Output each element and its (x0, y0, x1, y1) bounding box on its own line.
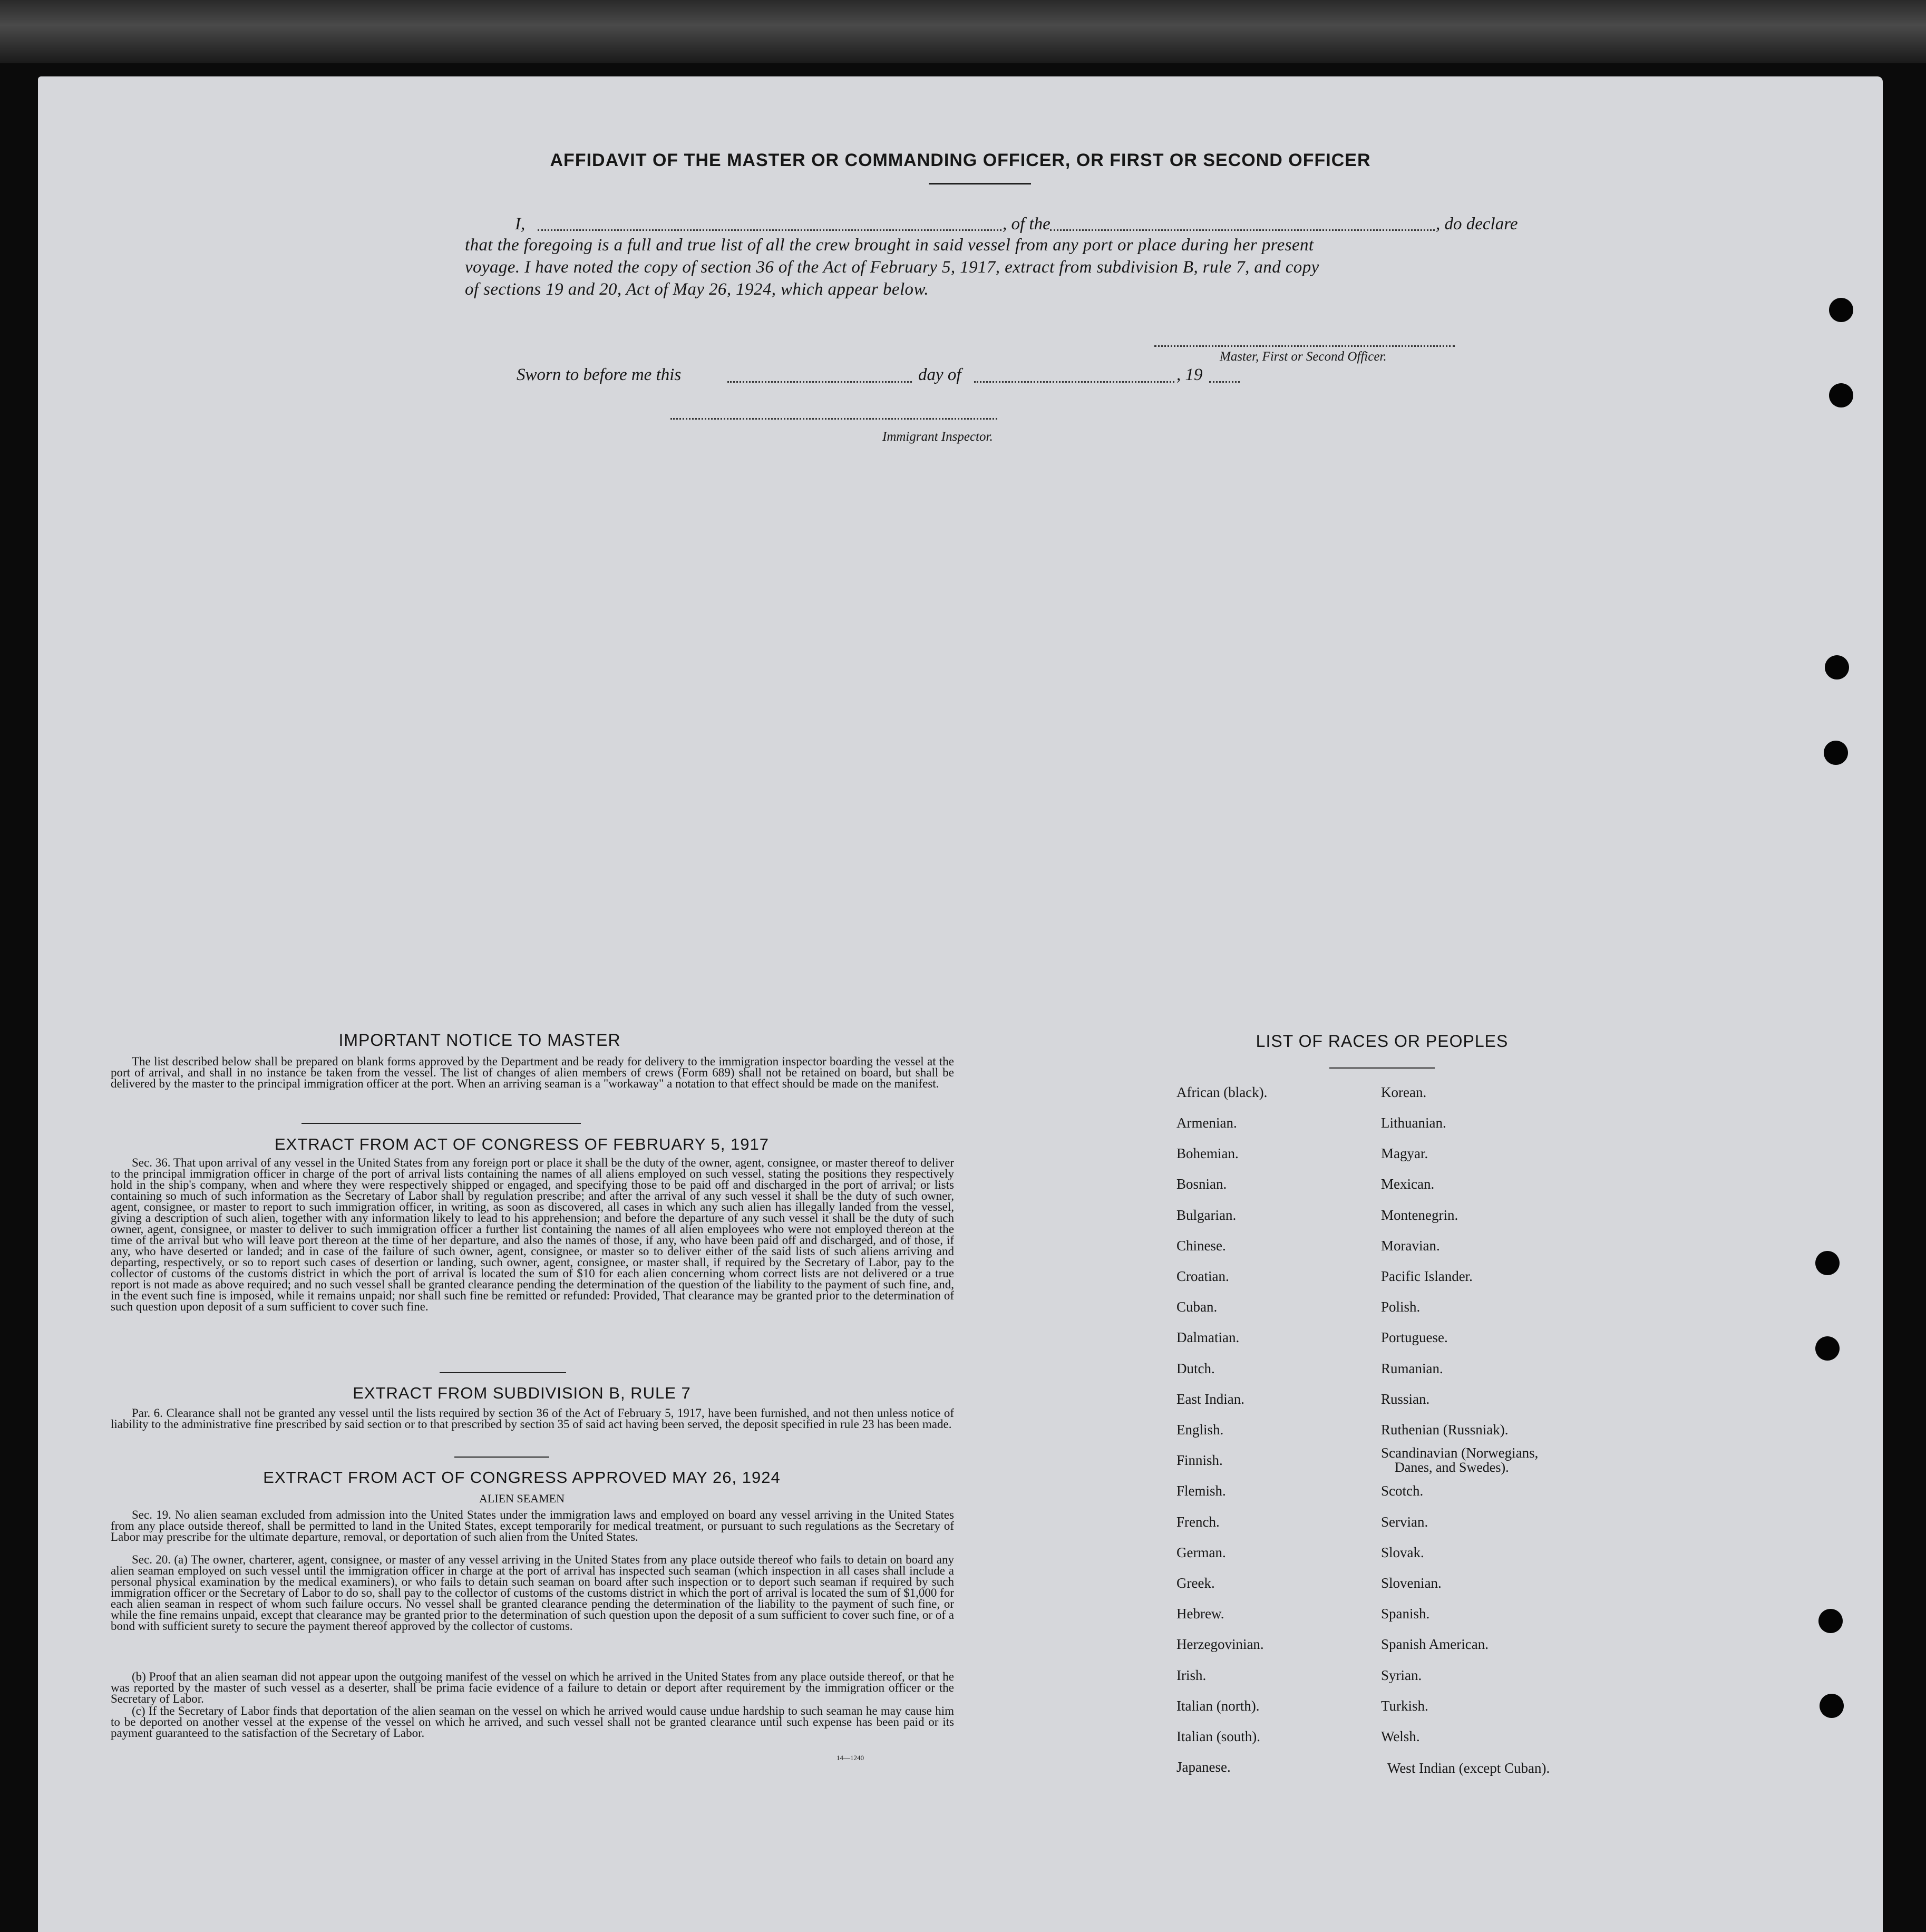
notice-body: The list described below shall be prepared on blank forms approved by the Department and be ready for delivery to the immigration inspector boarding the vessel at the port of arrival, and shall in no instance be taken from the vessel. The list of changes of alien members of crews (Form 689) shall not be retained on board, but shall be delivered by the master to the principal immigration officer at the port. When an arriving seaman is a "workaway" a notation to that effect should be made on the manifest. (111, 1055, 954, 1090)
rule7-title: EXTRACT FROM SUBDIVISION B, RULE 7 (353, 1384, 691, 1402)
sec-20b-body: (b) Proof that an alien seaman did not appear upon the outgoing manifest of the vessel on which he arrived in the United States from any place outside thereof, or that he was reported by the master of such vessel as a deserter, shall be prima facie evidence of a failure to detain or deport after requirement by the immigration officer or the Secretary of Labor. (111, 1670, 954, 1705)
sec-19-body: Sec. 19. No alien seaman excluded from admission into the United States under the immigration laws and employed on board any vessel arriving in the United States from any place outside thereof, shall be permitted to land in the United States, except temporarily for medical treatment, or pursuant to such regulations as the Secretary of Labor may prescribe for the ultimate departure, removal, or deportation of such alien from the United States. (111, 1508, 954, 1543)
race-right: Magyar. (1381, 1145, 1428, 1161)
race-left: Dutch. (1176, 1361, 1215, 1376)
notice-rule (301, 1123, 581, 1124)
extract-1917-rule (440, 1372, 566, 1373)
race-right: Polish. (1381, 1299, 1421, 1315)
race-right: Spanish. (1381, 1606, 1430, 1622)
race-right: Slovenian. (1381, 1575, 1442, 1591)
race-right: Welsh. (1381, 1729, 1420, 1744)
race-left: Italian (north). (1176, 1698, 1260, 1714)
vessel-blank[interactable] (1050, 215, 1435, 231)
affidavit-line-2: voyage. I have noted the copy of section 36 of the Act of February 5, 1917, extract from subdivision B, rule 7, and copy (465, 258, 1319, 277)
year-blank[interactable] (1209, 366, 1240, 383)
race-left: English. (1176, 1422, 1224, 1438)
master-signature-caption: Master, First or Second Officer. (1220, 349, 1387, 364)
race-left: Croatian. (1176, 1268, 1229, 1284)
race-right: Portuguese. (1381, 1329, 1448, 1345)
affidavit-title: AFFIDAVIT OF THE MASTER OR COMMANDING OFFICER, OR FIRST OR SECOND OFFICER (550, 150, 1371, 170)
punch-hole (1815, 1251, 1840, 1275)
rule7-rule (454, 1457, 549, 1458)
race-right: Moravian. (1381, 1238, 1440, 1254)
race-left: Flemish. (1176, 1483, 1226, 1499)
inspector-caption: Immigrant Inspector. (882, 430, 993, 444)
of-the-label: , of the (1003, 215, 1050, 234)
sec-20a-body: Sec. 20. (a) The owner, charterer, agent, consignee, or master of any vessel arriving in the United States from any place outside thereof who fails to detain on board any alien seaman employed on such vessel until the immigration officer in charge at the port of arrival has inspected such seaman (which inspection in all cases shall include a personal physical examination by the medical examiners), or who fails to detain such seaman on board after such inspection or to deport such seaman if required by such immigration officer or the Secretary of Labor to do so, shall pay to the collector of customs of the customs district in which the port of arrival is located the sum of $1,000 for each alien seaman in respect of whom such failure occurs. No vessel shall be granted clearance pending the determination of the liability to the payment of such fine, or while the fine remains unpaid, except that clearance may be granted prior to the determination of such question upon the deposit of a sum sufficient to cover such fine, or of a bond with sufficient surety to secure the payment thereof approved by the collector of customs. (111, 1553, 954, 1633)
race-left: Italian (south). (1176, 1729, 1260, 1744)
race-right: Ruthenian (Russniak). (1381, 1422, 1509, 1438)
race-right: Russian. (1381, 1391, 1430, 1407)
race-left: Bulgarian. (1176, 1207, 1237, 1223)
affidavit-line-3: of sections 19 and 20, Act of May 26, 1924, which appear below. (465, 280, 929, 299)
extract-1924-title: EXTRACT FROM ACT OF CONGRESS APPROVED MAY 26, 1924 (263, 1468, 781, 1487)
extract-1917-body: Sec. 36. That upon arrival of any vessel in the United States from any foreign port or place it shall be the duty of the owner, agent, consignee, or master thereof to deliver to the principal immigration officer in charge of the port of arrival lists containing the names of all aliens employed on such vessel, stating the positions they respectively hold in the ship's company, when and where they were respectively shipped or engaged, and specifying those to be paid off and discharged in the port of arrival; or lists containing so much of such information as the Secretary of Labor shall by regulation prescribe; and after the arrival of any such vessel it shall be the duty of such owner, agent, consignee, or master to report to such immigration officer, in writing, as soon as discovered, all cases in which any such alien has illegally landed from the vessel, giving a description of such alien, together with any information likely to lead to his apprehension; and before the departure of any such vessel it shall be the duty of such owner, agent, consignee, or master to deliver to such immigration officer a further list containing the names of all alien employees who were not employed thereon at the time of the arrival but who will leave port thereon at the time of her departure, and also the names of those, if any, who have been paid off and discharged, and of those, if any, who have deserted or landed; and in case of the failure of such owner, agent, consignee, or master so to deliver either of the said lists of such aliens arriving and departing, respectively, or so to report such cases of desertion or landing, such owner, agent, consignee, or master shall, if required by the Secretary of Labor, pay to the collector of customs of the customs district in which the port of arrival is located the sum of $10 for each alien concerning whom correct lists are not delivered or a true report is not made as above required; and no such vessel shall be granted clearance pending the determination of the question of the liability to the payment of such fine, and, in the event such fine is imposed, while it remains unpaid; nor shall such fine be remitted or refunded: Provided, That clearance may be granted prior to the determination of such question upon deposit of a sum sufficient to cover such fine. (111, 1156, 954, 1313)
year-label: , 19 (1176, 365, 1203, 384)
race-left: Armenian. (1176, 1115, 1237, 1131)
rule7-body: Par. 6. Clearance shall not be granted any vessel until the lists required by section 36 of the Act of February 5, 1917, have been furnished, and not then unless notice of liability to the administrative fine prescribed by said section or to that prescribed by section 35 of said act having been served, the deposit specified in rule 23 has been made. (111, 1406, 954, 1431)
race-right: Korean. (1381, 1084, 1427, 1100)
document-page (38, 76, 1883, 1932)
race-left: Japanese. (1176, 1759, 1231, 1775)
race-left: Hebrew. (1176, 1606, 1224, 1622)
sec-20c-body: (c) If the Secretary of Labor finds that deportation of the alien seaman on the vessel on which he arrived would cause undue hardship to such seaman he may cause him to be deported on another vessel at the expense of the vessel on which he arrived, and such vessel shall not be granted clearance until such expense has been paid or its payment guaranteed to the satisfaction of the Secretary of Labor. (111, 1704, 954, 1740)
race-right: Rumanian. (1381, 1361, 1443, 1376)
race-left: East Indian. (1176, 1391, 1244, 1407)
notice-title: IMPORTANT NOTICE TO MASTER (338, 1031, 621, 1050)
race-left: German. (1176, 1545, 1226, 1560)
sworn-label: Sworn to before me this (517, 365, 682, 384)
race-right: West Indian (except Cuban). (1387, 1760, 1550, 1776)
race-right: Pacific Islander. (1381, 1268, 1473, 1284)
i-label: I, (515, 215, 526, 234)
month-blank[interactable] (974, 366, 1174, 383)
race-right: Mexican. (1381, 1176, 1435, 1192)
form-number: 14—1240 (836, 1754, 864, 1762)
race-right: Spanish American. (1381, 1636, 1489, 1652)
race-left: Chinese. (1176, 1238, 1226, 1254)
race-left: African (black). (1176, 1084, 1268, 1100)
race-left: Irish. (1176, 1667, 1207, 1683)
affidavit-line-1: that the foregoing is a full and true list of all the crew brought in said vessel from any port or place during her present (465, 236, 1314, 255)
punch-hole (1825, 655, 1849, 679)
race-right: Syrian. (1381, 1667, 1422, 1683)
name-blank[interactable] (538, 215, 1001, 231)
extract-1917-title: EXTRACT FROM ACT OF CONGRESS OF FEBRUARY 5, 1917 (274, 1135, 770, 1153)
sworn-day-blank[interactable] (727, 366, 912, 383)
race-left: Cuban. (1176, 1299, 1218, 1315)
race-left: Bosnian. (1176, 1176, 1227, 1192)
race-right: Lithuanian. (1381, 1115, 1446, 1131)
race-left: Herzegovinian. (1176, 1636, 1264, 1652)
race-right: Servian. (1381, 1514, 1428, 1530)
race-left: French. (1176, 1514, 1220, 1530)
race-right: Montenegrin. (1381, 1207, 1458, 1223)
races-rule (1329, 1067, 1435, 1069)
race-right: Scandinavian (Norwegians, (1381, 1445, 1539, 1461)
race-left: Finnish. (1176, 1452, 1223, 1468)
punch-hole (1829, 383, 1853, 407)
race-left: Dalmatian. (1176, 1329, 1240, 1345)
alien-seamen-subtitle: ALIEN SEAMEN (479, 1492, 565, 1505)
race-right: Slovak. (1381, 1545, 1424, 1560)
race-left: Bohemian. (1176, 1145, 1239, 1161)
scan-top-edge (0, 0, 1926, 63)
master-signature-blank[interactable] (1154, 340, 1455, 347)
punch-hole (1829, 298, 1853, 322)
punch-hole (1818, 1609, 1843, 1633)
race-right: Scotch. (1381, 1483, 1424, 1499)
punch-hole (1824, 741, 1848, 765)
race-left: Greek. (1176, 1575, 1215, 1591)
race-right-continuation: Danes, and Swedes). (1395, 1460, 1509, 1475)
title-rule (929, 183, 1031, 185)
day-of-label: day of (918, 365, 961, 384)
punch-hole (1815, 1336, 1840, 1361)
do-declare-label: , do declare (1436, 215, 1518, 234)
race-right: Turkish. (1381, 1698, 1428, 1714)
races-title: LIST OF RACES OR PEOPLES (1256, 1032, 1509, 1051)
punch-hole (1820, 1694, 1844, 1718)
inspector-signature-blank[interactable] (670, 414, 997, 420)
